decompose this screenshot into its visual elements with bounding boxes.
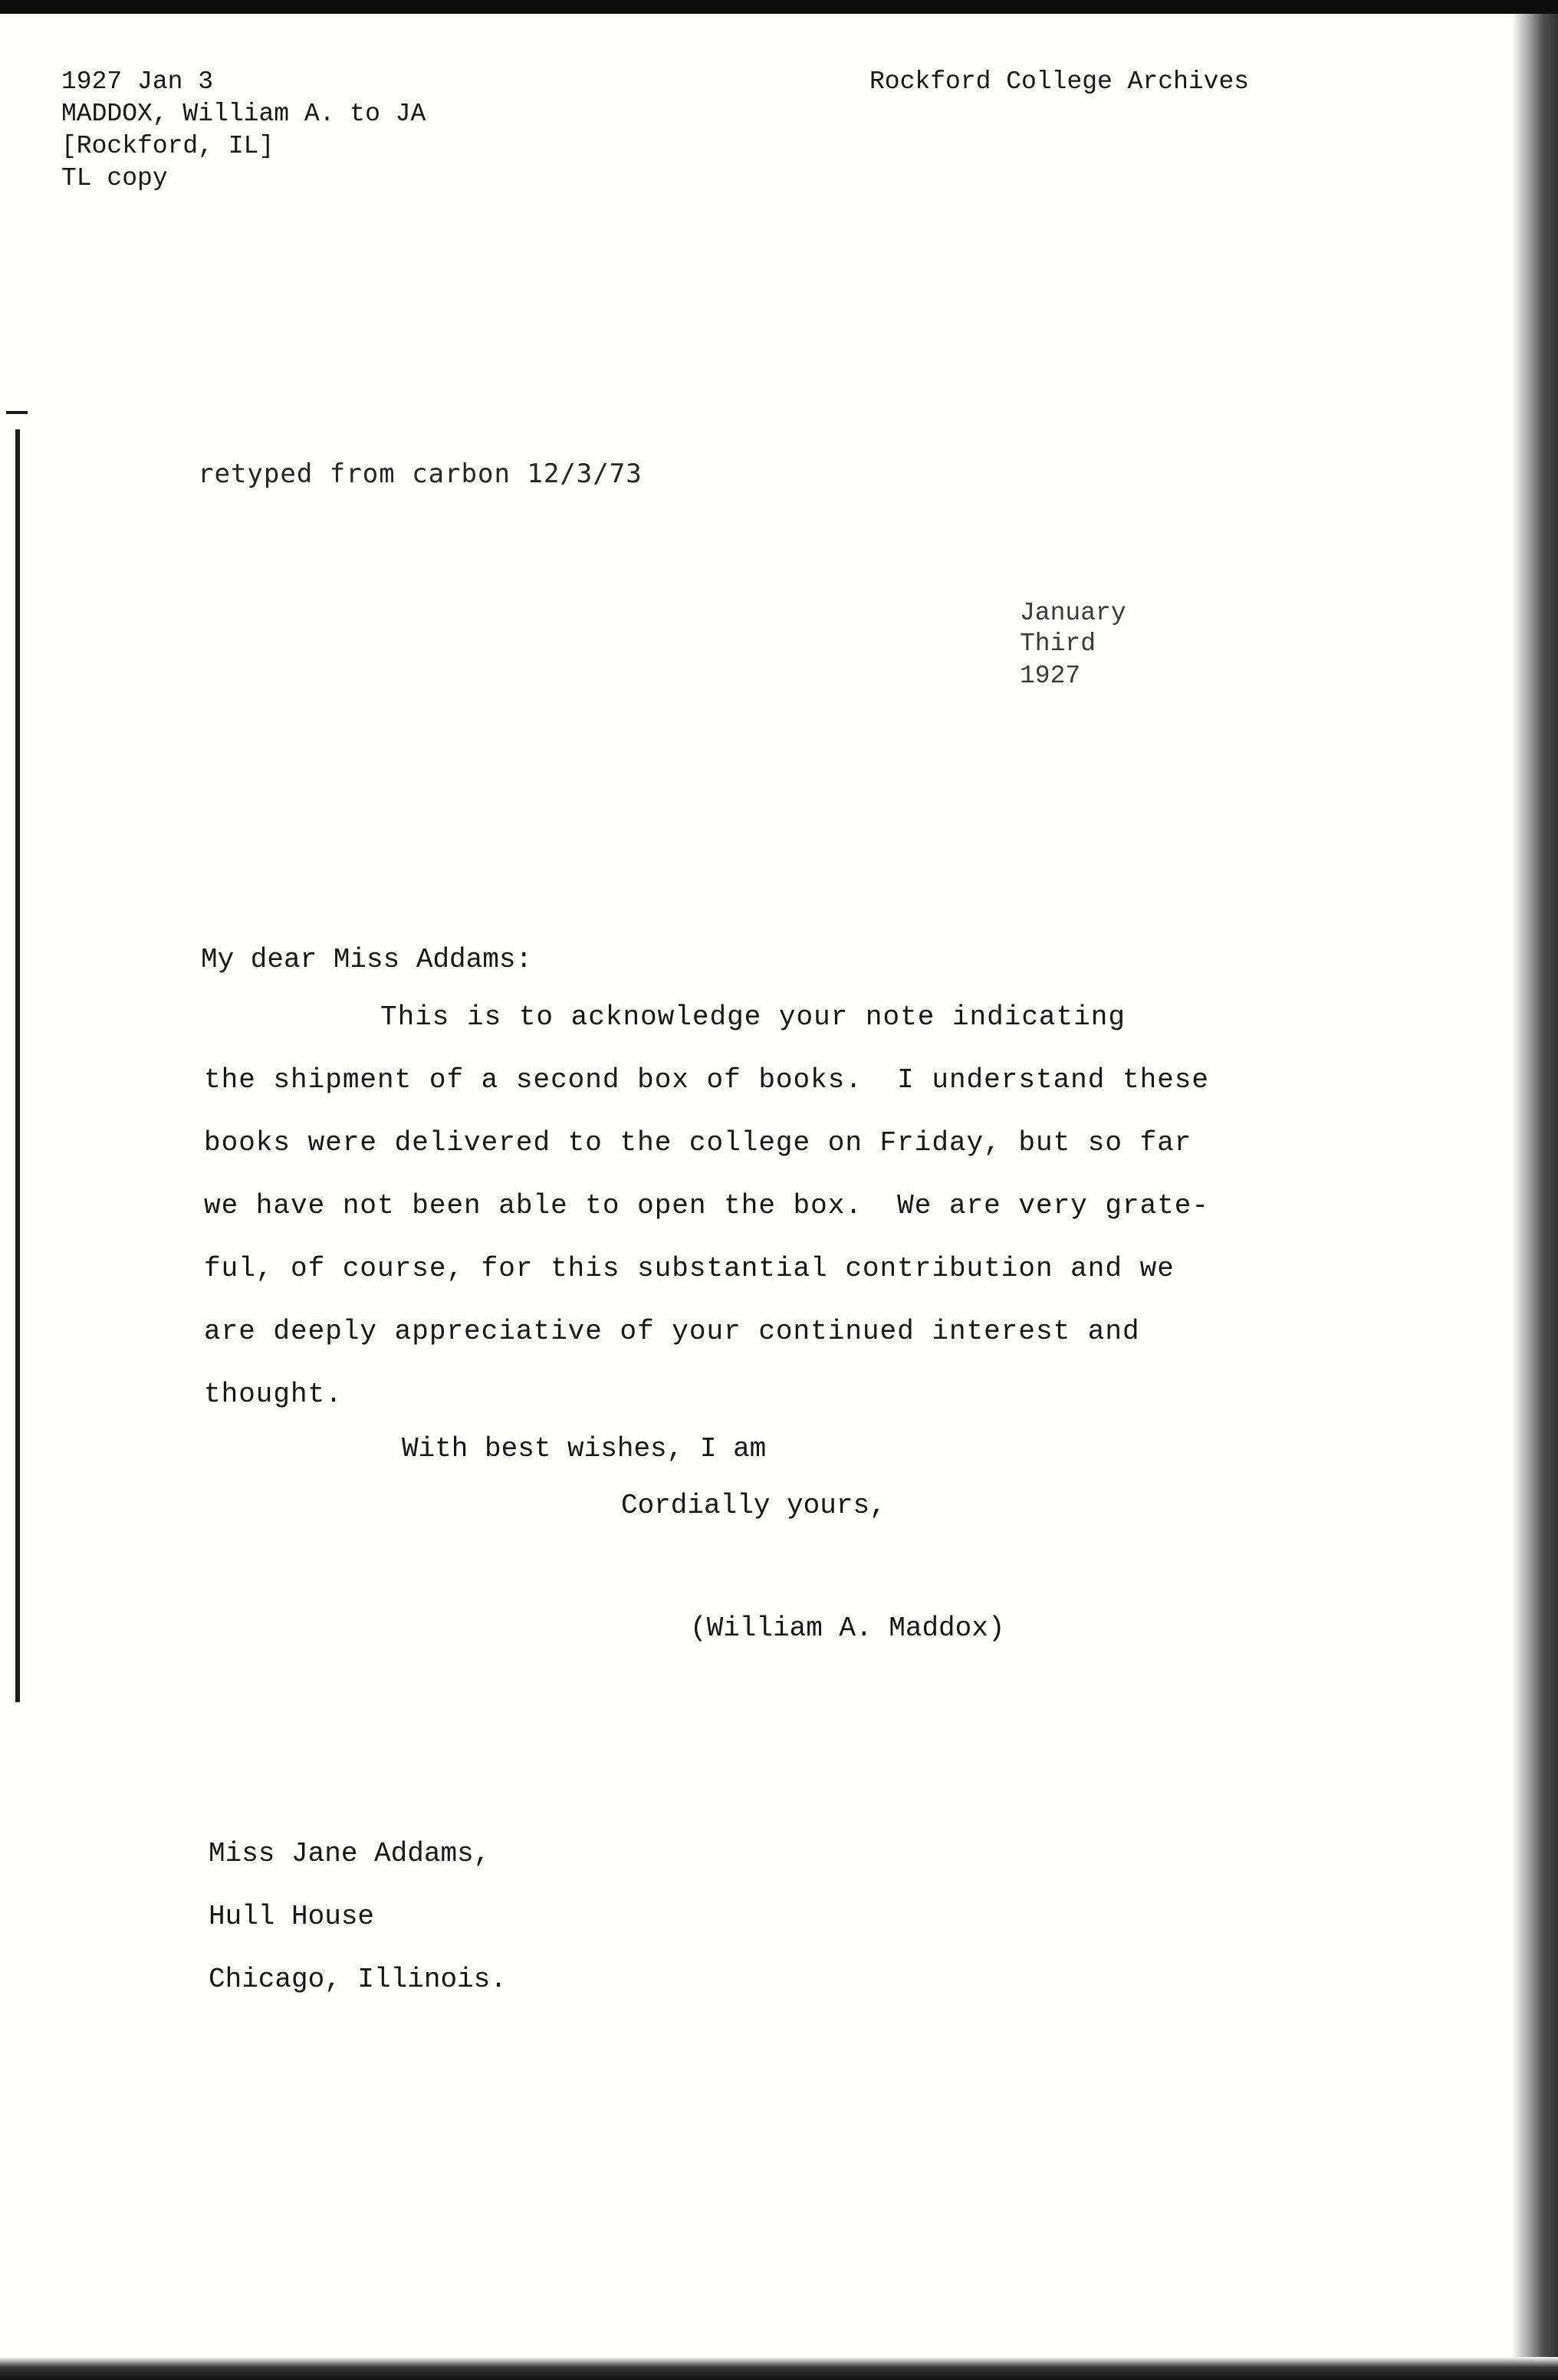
- scan-right-border: [1512, 14, 1558, 2360]
- scan-top-border: [0, 0, 1558, 14]
- body-line: we have not been able to open the box. We are very grate-: [204, 1190, 1210, 1221]
- salutation: My dear Miss Addams:: [201, 944, 533, 975]
- body-line: books were delivered to the college on Friday, but so far: [204, 1127, 1192, 1159]
- body-line: thought.: [204, 1379, 343, 1410]
- retyped-note: retyped from carbon 12/3/73: [198, 459, 643, 489]
- archive-correspondents: MADDOX, William A. to JA: [61, 100, 426, 128]
- scan-left-mark: [6, 411, 28, 414]
- body-line: ful, of course, for this substantial contribution and we: [204, 1253, 1175, 1284]
- signature-name: (William A. Maddox): [690, 1612, 1005, 1644]
- closing-line: With best wishes, I am: [402, 1433, 767, 1464]
- letter-date-day: Third: [1020, 630, 1096, 658]
- recipient-org: Hull House: [209, 1901, 375, 1932]
- archive-copy-type: TL copy: [61, 164, 168, 192]
- complimentary-close: Cordially yours,: [621, 1490, 886, 1521]
- archive-date: 1927 Jan 3: [61, 67, 214, 96]
- body-line: This is to acknowledge your note indicating: [380, 1001, 1126, 1033]
- body-line: the shipment of a second box of books. I understand these: [204, 1064, 1210, 1096]
- archive-place: [Rockford, IL]: [61, 132, 274, 160]
- body-line: are deeply appreciative of your continued interest and: [204, 1316, 1140, 1347]
- archive-repository: Rockford College Archives: [869, 67, 1250, 96]
- recipient-name: Miss Jane Addams,: [209, 1838, 491, 1869]
- letter-date-year: 1927: [1020, 662, 1081, 690]
- recipient-city: Chicago, Illinois.: [209, 1964, 507, 1995]
- scan-left-rule: [15, 429, 20, 1702]
- letter-date-month: January: [1020, 599, 1126, 627]
- scan-bottom-border: [0, 2357, 1558, 2380]
